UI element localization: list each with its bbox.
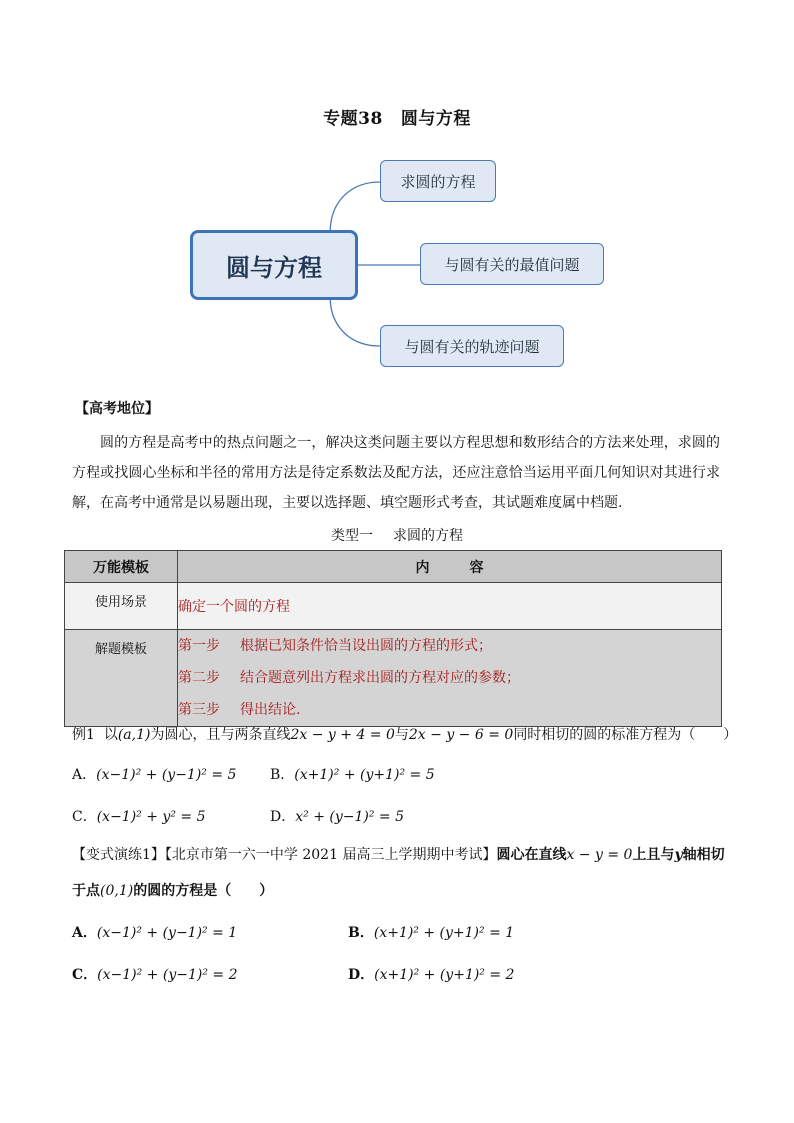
variant-1-option-b [348, 922, 514, 942]
template-label-cell: 解题模板 [65, 630, 178, 727]
scene-label-cell: 使用场景 [65, 583, 178, 630]
variant-1-option-d [348, 964, 514, 984]
header-cell-content [178, 551, 722, 583]
option-label: C． [72, 967, 98, 983]
variant-1-source: 【北京市第一六一中学 2021 届高三上学期期中考试】 [164, 847, 497, 863]
option-label: A． [72, 925, 97, 941]
mind-map-branch-3: 与圆有关的轨迹问题 [380, 325, 564, 367]
header-content-label: 内容 [415, 559, 524, 576]
option-label: D． [270, 809, 296, 825]
title-name: 圆与方程 [400, 109, 471, 129]
option-label: B． [270, 767, 295, 783]
step-text: 结合题意列出方程求出圆的方程对应的参数； [240, 670, 520, 686]
title-label: 专题38 [323, 109, 383, 129]
option-expr: (x+1)² + (y+1)² = 5 [294, 767, 435, 783]
step-label: 第三步 [178, 702, 220, 718]
step-text: 根据已知条件恰当设出圆的方程的形式； [240, 638, 492, 654]
template-table [64, 550, 722, 727]
option-expr: x² + (y−1)² = 5 [295, 809, 404, 825]
table-row [65, 630, 722, 727]
option-expr: (x−1)² + (y−1)² = 1 [96, 925, 238, 941]
option-expr: (x−1)² + (y−1)² = 5 [96, 767, 237, 783]
option-expr: (x−1)² + y² = 5 [96, 809, 206, 825]
option-expr: (x+1)² + (y+1)² = 1 [373, 925, 515, 941]
variant-1-point: (0,1) [100, 883, 134, 899]
option-label: A． [72, 767, 97, 783]
section-heading: 【高考地位】 [75, 401, 159, 417]
header-cell-template: 万能模板 [65, 551, 178, 583]
example-1-prefix: 例1 [72, 727, 95, 743]
example-1-line-1: 2x − y + 4 = 0 [290, 727, 395, 743]
example-1-option-c [72, 806, 205, 826]
example-1-text-a: 以 [103, 727, 118, 743]
section-subtitle [0, 525, 794, 545]
variant-1-line: x − y = 0 [566, 847, 633, 863]
mind-map-branch-2: 与圆有关的最值问题 [420, 243, 604, 285]
step-item [178, 630, 721, 662]
mind-map-branch-1: 求圆的方程 [380, 160, 496, 202]
scene-value-cell: 确定一个圆的方程 [178, 583, 722, 630]
steps-cell [178, 630, 722, 727]
option-label: D． [348, 967, 375, 983]
mind-map [0, 150, 794, 380]
variant-1-option-c [72, 964, 237, 984]
variant-1-text-e: 的圆的方程是（ ） [133, 883, 274, 899]
example-1-text-c: 与 [394, 727, 409, 743]
subtitle-label: 类型一 [331, 528, 373, 544]
example-1-center: (a,1) [117, 727, 151, 743]
option-expr: (x−1)² + (y−1)² = 2 [97, 967, 238, 983]
variant-1-question-line-2 [72, 880, 273, 900]
option-label: B． [348, 925, 374, 941]
page-title [0, 104, 794, 129]
mind-map-center-node: 圆与方程 [190, 230, 358, 300]
variant-1-text-c: 轴相切 [682, 847, 725, 863]
example-1-text-d: 同时相切的圆的标准方程为（ ） [513, 727, 738, 743]
option-label: C． [72, 809, 97, 825]
table-header-row [65, 551, 722, 583]
variant-1-axis: y [674, 847, 683, 863]
example-1-option-d [270, 806, 404, 826]
variant-1-question-line-1 [72, 844, 725, 864]
table-row [65, 583, 722, 630]
variant-1-text-b: 上且与 [632, 847, 675, 863]
step-item [178, 662, 721, 694]
example-1-line-2: 2x − y − 6 = 0 [408, 727, 514, 743]
step-item [178, 694, 721, 726]
intro-paragraph: 圆的方程是高考中的热点问题之一，解决这类问题主要以方程思想和数形结合的方法来处理，求圆的方程或找圆心坐标和半径的常用方法是待定系数法及配方法，还应注意恰当运用平面几何知识对其进行求解，在高考中通常是以易题出现，主要以选择题、填空题形式考查，其试题难度属中档题. [72, 435, 720, 511]
step-label: 第二步 [178, 670, 220, 686]
example-1-question [72, 724, 737, 744]
example-1-option-a [72, 764, 236, 784]
example-1-text-b: 为圆心，且与两条直线 [150, 727, 291, 743]
step-text: 得出结论. [240, 702, 301, 718]
variant-1-tag: 【变式演练1】 [72, 847, 165, 863]
example-1-option-b [270, 764, 435, 784]
step-label: 第一步 [178, 638, 220, 654]
option-expr: (x+1)² + (y+1)² = 2 [374, 967, 515, 983]
variant-1-text-a: 圆心在直线 [496, 847, 567, 863]
subtitle-name: 求圆的方程 [393, 528, 463, 544]
variant-1-option-a [72, 922, 237, 942]
variant-1-text-d: 于点 [72, 883, 100, 899]
